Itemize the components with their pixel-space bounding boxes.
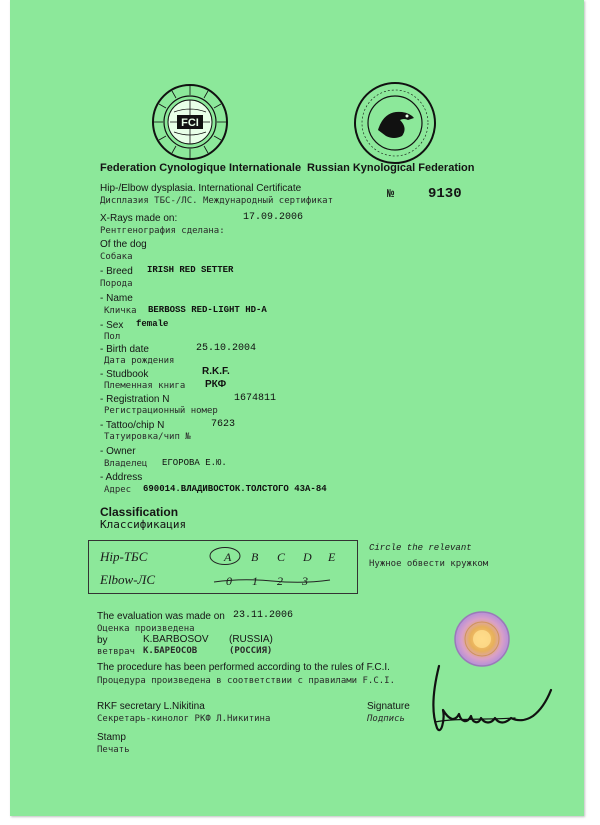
studbook-label: - Studbook [100, 369, 149, 380]
procedure-text: The procedure has been performed according to the rules of F.C.I. [97, 662, 390, 673]
xrays-label-ru: Рентгенография сделана: [100, 226, 225, 236]
tattoo-label: - Tattoo/chip N [100, 420, 165, 431]
circle-note-ru: Нужное обвести кружком [369, 559, 489, 569]
breed-label: - Breed [100, 266, 133, 277]
vet-name-ru: К.БАРЕОСОВ [143, 646, 198, 656]
name-label: - Name [100, 293, 133, 304]
studbook-label-ru: Племенная книга [104, 381, 186, 391]
signature-label-ru: Подпись [367, 714, 405, 724]
tattoo-label-ru: Татуировка/чип № [104, 432, 191, 442]
by-label: by [97, 635, 108, 646]
procedure-text-ru: Процедура произведена в соответствии с правилами F.C.I. [97, 676, 396, 686]
fci-logo [150, 82, 230, 162]
owner-label: - Owner [100, 446, 136, 457]
signature-scribble [415, 660, 565, 740]
rkf-name: Russian Kynological Federation [307, 162, 475, 174]
classification-title: Classification [100, 505, 179, 519]
evaluation-label-ru: Оценка произведена [97, 624, 195, 634]
secretary-label-ru: Секретарь-кинолог РКФ Л.Никитина [97, 714, 271, 724]
sex-label: - Sex [100, 320, 124, 331]
hip-grade-e: E [328, 550, 336, 564]
hip-grade-d: D [303, 550, 312, 564]
registration-value: 1674811 [234, 393, 277, 404]
circle-note: Circle the relevant [369, 543, 472, 553]
address-label-ru: Адрес [104, 485, 132, 495]
elbow-grade-2: 2 [277, 574, 283, 588]
birth-label-ru: Дата рождения [104, 356, 175, 366]
fci-logo-text: FCI [181, 117, 199, 129]
hip-selected-circle [208, 546, 242, 566]
classification-title-ru: Классификация [100, 518, 187, 531]
breed-label-ru: Порода [100, 279, 133, 289]
hip-grade-c: C [277, 550, 286, 564]
stamp-label-ru: Печать [97, 745, 130, 755]
studbook-value: R.K.F. [202, 366, 230, 377]
vet-country-ru: (РОССИЯ) [229, 646, 273, 656]
owner-value: ЕГОРОВА Е.Ю. [162, 458, 227, 468]
elbow-label: Elbow-ЛС [100, 572, 156, 587]
certificate-number-label: № [387, 187, 395, 201]
certificate-number: 9130 [428, 186, 462, 202]
registration-label-ru: Регистрационный номер [104, 406, 218, 416]
evaluation-label: The evaluation was made on [97, 611, 225, 622]
hip-label: Hip-ТБС [100, 549, 148, 564]
rkf-logo [352, 80, 438, 166]
address-value: 690014.ВЛАДИВОСТОК.ТОЛСТОГО 43А-84 [143, 484, 327, 494]
hip-grade-a: A [224, 550, 232, 564]
vet-name: K.BARBOSOV [143, 634, 209, 645]
hip-grade-b: B [251, 550, 259, 564]
breed-value: IRISH RED SETTER [147, 265, 234, 275]
studbook-value-ru: РКФ [205, 379, 227, 390]
elbow-strike-line [212, 574, 332, 588]
tattoo-value: 7623 [211, 419, 236, 430]
fci-name: Federation Cynologique Internationale [100, 162, 302, 174]
dog-label-ru: Собака [100, 252, 133, 262]
address-label: - Address [100, 472, 143, 483]
name-value: BERBOSS RED-LIGHT HD-A [148, 305, 267, 315]
birth-label: - Birth date [100, 344, 149, 355]
stamp-label: Stamp [97, 732, 126, 743]
secretary-label: RKF secretary L.Nikitina [97, 701, 205, 712]
birth-value: 25.10.2004 [196, 343, 257, 354]
elbow-grade-0: 0 [226, 574, 232, 588]
dog-label: Of the dog [100, 239, 147, 250]
sex-value: female [136, 319, 169, 329]
signature-label: Signature [367, 701, 410, 712]
name-label-ru: Кличка [104, 306, 137, 316]
xrays-label: X-Rays made on: [100, 213, 178, 224]
evaluation-date: 23.11.2006 [233, 610, 294, 621]
sex-label-ru: Пол [104, 332, 121, 342]
certificate-title-ru: Дисплазия ТБС-/ЛС. Международный сертификат [100, 196, 333, 206]
by-label-ru: ветврач [97, 647, 135, 657]
certificate-title-en: Hip-/Elbow dysplasia. International Certificate [100, 183, 302, 194]
owner-label-ru: Владелец [104, 459, 148, 469]
registration-label: - Registration N [100, 394, 170, 405]
elbow-grade-1: 1 [252, 574, 258, 588]
xrays-value: 17.09.2006 [243, 212, 304, 223]
vet-country: (RUSSIA) [229, 634, 273, 645]
elbow-grade-3: 3 [302, 574, 308, 588]
